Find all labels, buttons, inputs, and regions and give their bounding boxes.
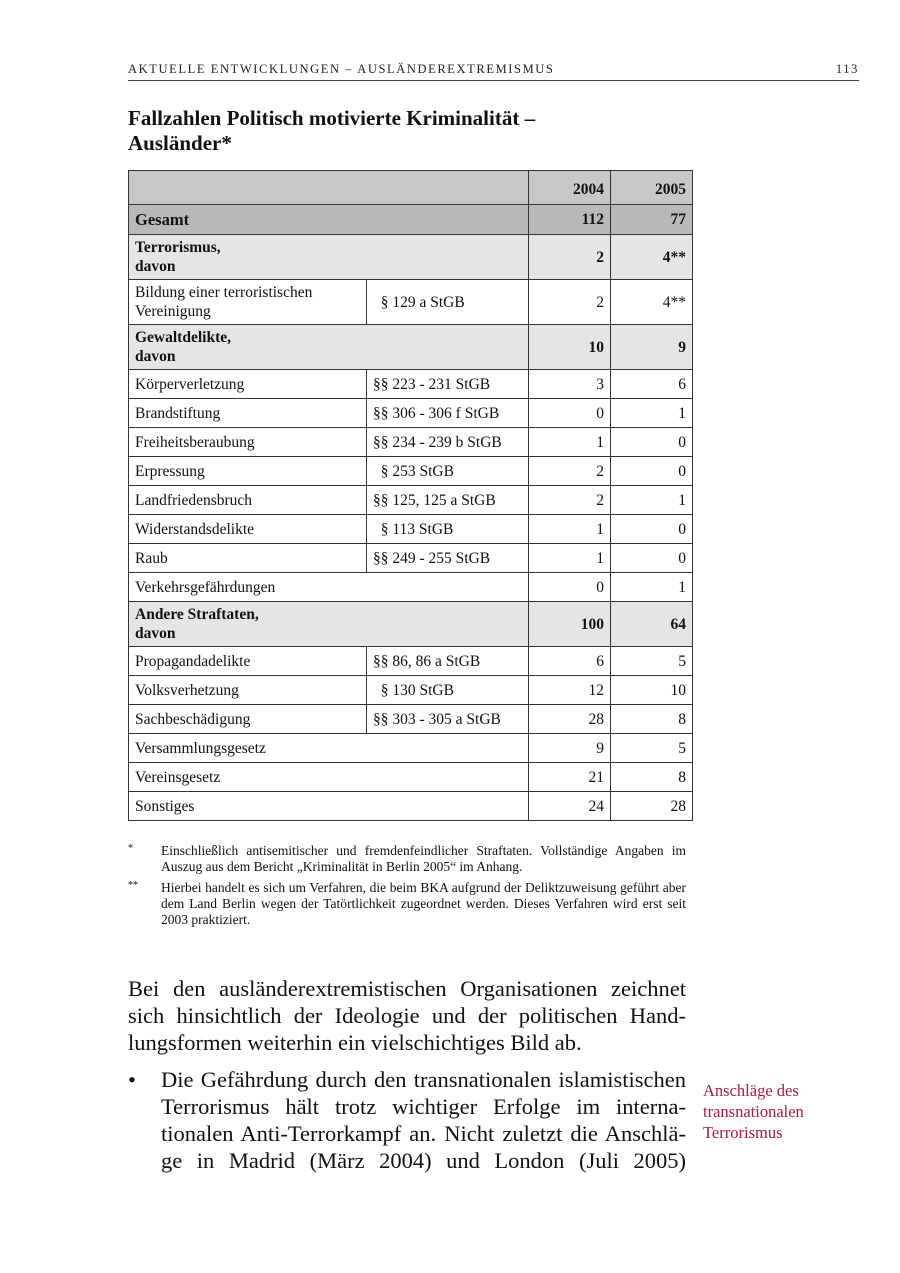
section-2005: 64 [611,602,693,647]
row-label: Vereinsgesetz [129,763,529,792]
row-2004: 0 [529,573,611,602]
row-2004: 1 [529,515,611,544]
page-number: 113 [835,62,859,76]
margin-note-line: transnationalen [703,1102,804,1121]
total-label: Gesamt [129,205,529,235]
section-row-andere-straftaten [129,602,693,647]
section-row-gewaltdelikte [129,325,693,370]
row-label: Versammlungsgesetz [129,734,529,763]
row-2004: 28 [529,705,611,734]
footnote-text: Hierbei handelt es sich um Verfahren, die beim BKA aufgrund der Deliktzuweisung geführt aber dem Land Berlin wegen der Tatörtlichkeit zugeordnet werden. Dieses Verfahren wird erst seit 2003 praktiziert. [161,880,686,927]
row-2004: 0 [529,399,611,428]
row-label: Widerstandsdelikte [129,515,367,544]
row-2005: 0 [611,515,693,544]
row-label: Raub [129,544,367,573]
row-2005: 0 [611,457,693,486]
row-2005: 1 [611,573,693,602]
row-2005: 28 [611,792,693,821]
table-row [129,763,693,792]
table-row [129,428,693,457]
row-label: Sonstiges [129,792,529,821]
row-2005: 5 [611,734,693,763]
bullet-icon: • [128,1067,136,1092]
row-law: §§ 223 - 231 StGB [367,370,529,399]
section-2004: 10 [529,325,611,370]
statistics-table [128,170,693,821]
table-row [129,544,693,573]
table-row [129,515,693,544]
row-label: Propagandadelikte [129,647,367,676]
header-empty-cell [129,171,529,205]
row-law: §§ 125, 125 a StGB [367,486,529,515]
section-label: Terrorismus, davon [129,235,529,280]
footnote-text: Einschließlich antisemitischer und fremdenfeindlicher Straftaten. Vollständige Angaben im Auszug aus dem Bericht „Kriminalität in Berlin 2005“ im Anhang. [161,843,686,874]
table-row [129,573,693,602]
table-row [129,705,693,734]
row-label: Landfriedensbruch [129,486,367,515]
row-2004: 24 [529,792,611,821]
margin-note [703,1080,833,1143]
row-label: Körperverletzung [129,370,367,399]
row-law: §§ 306 - 306 f StGB [367,399,529,428]
total-row [129,205,693,235]
row-law: §§ 249 - 255 StGB [367,544,529,573]
row-2004: 1 [529,428,611,457]
row-2004: 6 [529,647,611,676]
table-row [129,370,693,399]
section-2004: 2 [529,235,611,280]
total-2005: 77 [611,205,693,235]
row-2005: 5 [611,647,693,676]
margin-note-line: Anschläge des [703,1081,799,1100]
row-2004: 12 [529,676,611,705]
section-2004: 100 [529,602,611,647]
footnote-2 [128,880,686,928]
row-2004: 21 [529,763,611,792]
table-row [129,457,693,486]
table-row [129,676,693,705]
bullet-line: ge in Madrid (März 2004) und London (Juli 2005) [161,1148,686,1173]
table-row [129,280,693,325]
row-2004: 9 [529,734,611,763]
footnote-1 [128,843,686,875]
row-label: Freiheitsberaubung [129,428,367,457]
row-2005: 4** [611,280,693,325]
table-row [129,792,693,821]
table-header-row [129,171,693,205]
row-2004: 2 [529,486,611,515]
row-2004: 1 [529,544,611,573]
bullet-line: tionalen Anti-Terrorkampf an. Nicht zuletzt die Anschlä- [161,1121,686,1146]
row-label: Bildung einer terroristischen Vereinigung [129,280,367,325]
total-2004: 112 [529,205,611,235]
column-header-2004: 2004 [529,171,611,205]
column-header-2005: 2005 [611,171,693,205]
section-label: Gewaltdelikte, davon [129,325,529,370]
row-law: §§ 234 - 239 b StGB [367,428,529,457]
row-2005: 8 [611,705,693,734]
table-row [129,399,693,428]
running-header [128,62,859,81]
footnotes [128,843,686,933]
row-law: § 130 StGB [367,676,529,705]
section-2005: 9 [611,325,693,370]
row-label: Sachbeschädigung [129,705,367,734]
row-2005: 8 [611,763,693,792]
row-2005: 1 [611,486,693,515]
row-2005: 0 [611,544,693,573]
table-row [129,647,693,676]
row-2005: 10 [611,676,693,705]
footnote-mark: ** [128,880,138,891]
table-row [129,486,693,515]
table-row [129,734,693,763]
row-law: § 129 a StGB [367,280,529,325]
running-title: AKTUELLE ENTWICKLUNGEN – AUSLÄNDEREXTREMISMUS [128,62,555,76]
row-label: Verkehrsgefährdungen [129,573,529,602]
page-title-line-2: Ausländer* [128,131,232,155]
row-2004: 2 [529,280,611,325]
page-title [128,106,688,156]
row-2005: 1 [611,399,693,428]
row-label: Brandstiftung [129,399,367,428]
row-2005: 0 [611,428,693,457]
row-label: Erpressung [129,457,367,486]
section-row-terrorismus [129,235,693,280]
section-label: Andere Straftaten, davon [129,602,529,647]
row-law: §§ 303 - 305 a StGB [367,705,529,734]
bullet-line: Terrorismus hält trotz wichtiger Erfolge im interna- [161,1094,686,1119]
body-paragraph: Bei den ausländerextremistischen Organisationen zeichnet sich hinsichtlich der Ideologie und der politischen Hand-lungsformen weiterhin ein vielschichtiges Bild ab. [128,976,686,1055]
row-label: Volksverhetzung [129,676,367,705]
row-2005: 6 [611,370,693,399]
margin-note-line: Terrorismus [703,1123,783,1142]
row-law: § 113 StGB [367,515,529,544]
row-2004: 2 [529,457,611,486]
footnote-mark: * [128,843,133,854]
row-2004: 3 [529,370,611,399]
row-law: § 253 StGB [367,457,529,486]
bullet-line: Die Gefährdung durch den transnationalen islamistischen [161,1067,686,1092]
row-law: §§ 86, 86 a StGB [367,647,529,676]
section-2005: 4** [611,235,693,280]
page-title-line-1: Fallzahlen Politisch motivierte Kriminalität – [128,106,536,130]
